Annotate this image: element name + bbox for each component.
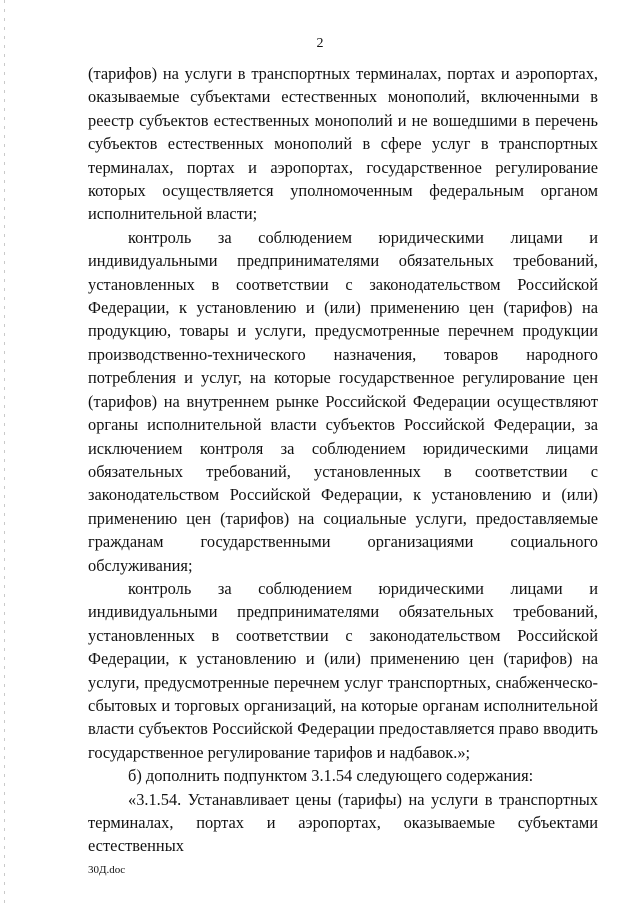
- page-number: 2: [316, 36, 324, 51]
- footer-filename: 30Д.doc: [88, 864, 126, 876]
- paragraph-control-regional-prices: контроль за соблюдением юридическими лицами и индивидуальными предпринимателями обязательных требований, установленных в соответствии с законодательством Российской Федерации, к установлению и (или) применению цен (тарифов) на продукцию, товары и услуги, предусмотренные перечнем продукции производственно-технического назначения, товаров народного потребления и услуг, на которые государственное регулирование цен (тарифов) на внутреннем рынке Российской Федерации осуществляют органы исполнительной власти субъектов Российской Федерации, за исключением контроля за соблюдением юридическими лицами обязательных требований, установленных в соответствии с законодательством Российской Федерации, к установлению и (или) применению цен (тарифов) на социальные услуги, предоставляемые гражданам государственными организациями социального обслуживания;: [88, 227, 598, 575]
- scan-edge-line: [4, 0, 5, 905]
- paragraph-continuation: (тарифов) на услуги в транспортных терминалах, портах и аэропортах, оказываемые субъектами естественных монополий, включенными в реестр субъектов естественных монополий и не вошедшими в перечень субъектов естественных монополий в сфере услуг в транспортных терминалах, портах и аэропортах, государственное регулирование которых осуществляется уполномоченным федеральным органом исполнительной власти;: [88, 64, 598, 224]
- paragraph-amendment-b: б) дополнить подпунктом 3.1.54 следующего содержания:: [128, 766, 534, 786]
- paragraph-control-transport-services: контроль за соблюдением юридическими лицами и индивидуальными предпринимателями обязательных требований, установленных в соответствии с законодательством Российской Федерации, к установлению и (или) применению цен (тарифов) на услуги, предусмотренные перечнем услуг транспортных, снабженческо-сбытовых и торговых организаций, на которые органам исполнительной власти субъектов Российской Федерации предоставляется право вводить государственное регулирование тарифов и надбавок.»;: [88, 578, 598, 762]
- document-body: [88, 62, 598, 858]
- paragraph-subclause-3-1-54: «3.1.54. Устанавливает цены (тарифы) на услуги в транспортных терминалах, портах и аэропортах, оказываемые субъектами естественных: [88, 789, 598, 856]
